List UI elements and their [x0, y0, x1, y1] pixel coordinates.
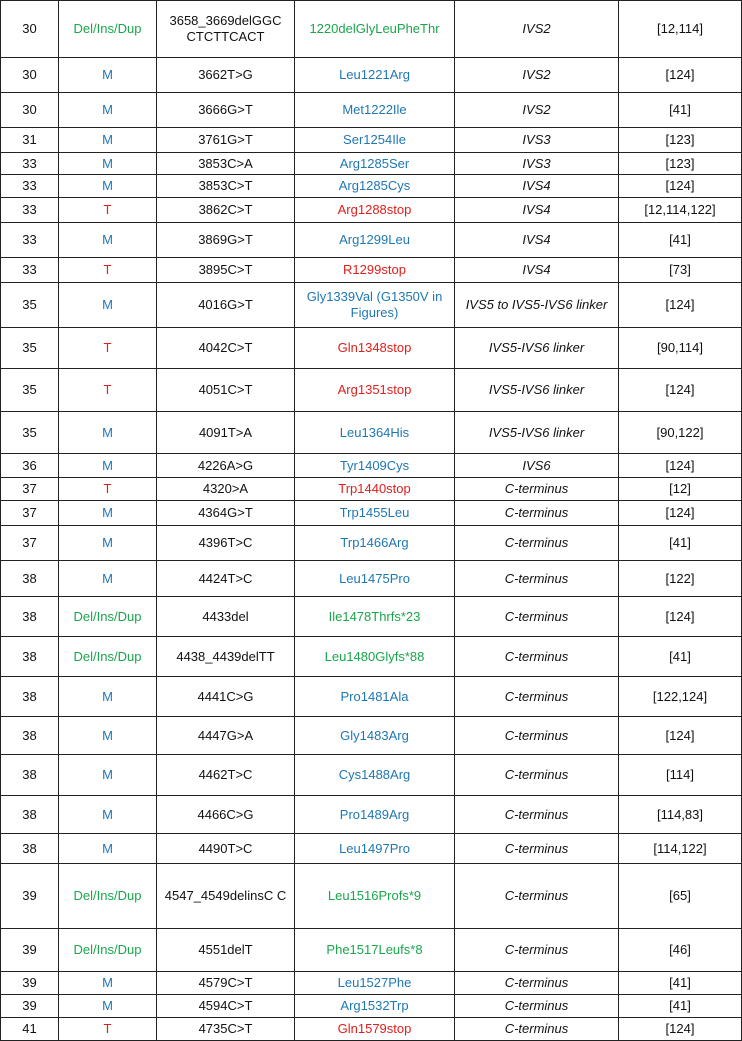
- protein-location-cell: C-terminus: [455, 1018, 619, 1041]
- protein-change-cell: Arg1285Cys: [295, 175, 455, 198]
- protein-change-cell: Gln1579stop: [295, 1018, 455, 1041]
- nucleotide-change-cell: 3658_3669delGGC CTCTTCACT: [157, 1, 295, 58]
- reference-cell: [123]: [619, 128, 742, 153]
- mutation-type-cell: M: [59, 283, 157, 328]
- exon-cell: 37: [1, 478, 59, 501]
- mutation-type-cell: T: [59, 328, 157, 369]
- protein-change-cell: Tyr1409Cys: [295, 454, 455, 478]
- exon-cell: 39: [1, 864, 59, 929]
- protein-change-cell: Leu1497Pro: [295, 834, 455, 864]
- exon-cell: 41: [1, 1018, 59, 1041]
- protein-location-cell: C-terminus: [455, 972, 619, 995]
- table-row: [1, 93, 742, 128]
- reference-cell: [124]: [619, 501, 742, 526]
- nucleotide-change-cell: 4579C>T: [157, 972, 295, 995]
- reference-cell: [12]: [619, 478, 742, 501]
- protein-change-cell: Leu1364His: [295, 412, 455, 454]
- reference-cell: [41]: [619, 223, 742, 258]
- exon-cell: 38: [1, 561, 59, 597]
- protein-location-cell: C-terminus: [455, 677, 619, 717]
- nucleotide-change-cell: 4551delT: [157, 929, 295, 972]
- table-row: [1, 223, 742, 258]
- table-row: [1, 175, 742, 198]
- table-row: [1, 929, 742, 972]
- reference-cell: [12,114,122]: [619, 198, 742, 223]
- protein-change-cell: Met1222Ile: [295, 93, 455, 128]
- exon-cell: 38: [1, 637, 59, 677]
- protein-change-cell: Gly1483Arg: [295, 717, 455, 755]
- mutation-type-cell: Del/Ins/Dup: [59, 637, 157, 677]
- nucleotide-change-cell: 4447G>A: [157, 717, 295, 755]
- protein-change-cell: Leu1475Pro: [295, 561, 455, 597]
- nucleotide-change-cell: 4320>A: [157, 478, 295, 501]
- protein-change-cell: Arg1285Ser: [295, 153, 455, 175]
- protein-change-cell: Ser1254Ile: [295, 128, 455, 153]
- reference-cell: [124]: [619, 58, 742, 93]
- exon-cell: 30: [1, 58, 59, 93]
- mutation-type-cell: M: [59, 153, 157, 175]
- reference-cell: [124]: [619, 175, 742, 198]
- reference-cell: [124]: [619, 717, 742, 755]
- table-row: [1, 369, 742, 412]
- protein-change-cell: Leu1221Arg: [295, 58, 455, 93]
- nucleotide-change-cell: 4594C>T: [157, 995, 295, 1018]
- exon-cell: 37: [1, 501, 59, 526]
- table-row: [1, 1018, 742, 1041]
- exon-cell: 38: [1, 834, 59, 864]
- nucleotide-change-cell: 4735C>T: [157, 1018, 295, 1041]
- table-row: [1, 454, 742, 478]
- mutation-type-cell: M: [59, 501, 157, 526]
- exon-cell: 30: [1, 1, 59, 58]
- table-row: [1, 258, 742, 283]
- reference-cell: [122]: [619, 561, 742, 597]
- exon-cell: 38: [1, 796, 59, 834]
- table-row: [1, 1, 742, 58]
- table-row: [1, 995, 742, 1018]
- reference-cell: [90,122]: [619, 412, 742, 454]
- exon-cell: 35: [1, 412, 59, 454]
- mutation-type-cell: M: [59, 796, 157, 834]
- protein-location-cell: IVS2: [455, 58, 619, 93]
- reference-cell: [73]: [619, 258, 742, 283]
- exon-cell: 31: [1, 128, 59, 153]
- table-row: [1, 412, 742, 454]
- nucleotide-change-cell: 3895C>T: [157, 258, 295, 283]
- table-row: [1, 637, 742, 677]
- protein-location-cell: C-terminus: [455, 717, 619, 755]
- mutation-type-cell: M: [59, 454, 157, 478]
- nucleotide-change-cell: 4424T>C: [157, 561, 295, 597]
- nucleotide-change-cell: 4016G>T: [157, 283, 295, 328]
- table-row: [1, 796, 742, 834]
- protein-change-cell: Leu1516Profs*9: [295, 864, 455, 929]
- protein-change-cell: Trp1466Arg: [295, 526, 455, 561]
- protein-change-cell: Pro1489Arg: [295, 796, 455, 834]
- protein-change-cell: Arg1299Leu: [295, 223, 455, 258]
- nucleotide-change-cell: 3761G>T: [157, 128, 295, 153]
- mutation-type-cell: M: [59, 995, 157, 1018]
- nucleotide-change-cell: 3666G>T: [157, 93, 295, 128]
- mutation-type-cell: Del/Ins/Dup: [59, 1, 157, 58]
- exon-cell: 38: [1, 677, 59, 717]
- reference-cell: [114,122]: [619, 834, 742, 864]
- reference-cell: [124]: [619, 283, 742, 328]
- protein-location-cell: IVS4: [455, 175, 619, 198]
- nucleotide-change-cell: 4441C>G: [157, 677, 295, 717]
- mutation-type-cell: M: [59, 834, 157, 864]
- exon-cell: 33: [1, 175, 59, 198]
- protein-location-cell: IVS4: [455, 198, 619, 223]
- exon-cell: 33: [1, 223, 59, 258]
- mutation-type-cell: M: [59, 128, 157, 153]
- protein-location-cell: IVS5 to IVS5-IVS6 linker: [455, 283, 619, 328]
- protein-location-cell: C-terminus: [455, 478, 619, 501]
- mutation-type-cell: M: [59, 561, 157, 597]
- exon-cell: 39: [1, 972, 59, 995]
- table-row: [1, 597, 742, 637]
- nucleotide-change-cell: 3853C>T: [157, 175, 295, 198]
- protein-location-cell: C-terminus: [455, 929, 619, 972]
- nucleotide-change-cell: 4438_4439delTT: [157, 637, 295, 677]
- table-row: [1, 864, 742, 929]
- protein-change-cell: Cys1488Arg: [295, 755, 455, 796]
- nucleotide-change-cell: 4091T>A: [157, 412, 295, 454]
- nucleotide-change-cell: 3869G>T: [157, 223, 295, 258]
- table-row: [1, 834, 742, 864]
- protein-change-cell: Trp1455Leu: [295, 501, 455, 526]
- exon-cell: 38: [1, 755, 59, 796]
- mutation-type-cell: M: [59, 58, 157, 93]
- mutation-type-cell: M: [59, 717, 157, 755]
- table-row: [1, 478, 742, 501]
- protein-location-cell: C-terminus: [455, 501, 619, 526]
- protein-change-cell: 1220delGlyLeuPheThr: [295, 1, 455, 58]
- exon-cell: 35: [1, 283, 59, 328]
- table-row: [1, 153, 742, 175]
- reference-cell: [124]: [619, 454, 742, 478]
- reference-cell: [124]: [619, 597, 742, 637]
- reference-cell: [124]: [619, 369, 742, 412]
- protein-location-cell: IVS4: [455, 223, 619, 258]
- reference-cell: [46]: [619, 929, 742, 972]
- exon-cell: 38: [1, 597, 59, 637]
- table-row: [1, 198, 742, 223]
- nucleotide-change-cell: 4051C>T: [157, 369, 295, 412]
- reference-cell: [41]: [619, 995, 742, 1018]
- table-row: [1, 972, 742, 995]
- protein-change-cell: Trp1440stop: [295, 478, 455, 501]
- protein-change-cell: Phe1517Leufs*8: [295, 929, 455, 972]
- table-body: [1, 1, 742, 1041]
- nucleotide-change-cell: 4042C>T: [157, 328, 295, 369]
- protein-location-cell: IVS3: [455, 153, 619, 175]
- protein-location-cell: IVS6: [455, 454, 619, 478]
- reference-cell: [122,124]: [619, 677, 742, 717]
- mutation-type-cell: T: [59, 258, 157, 283]
- protein-change-cell: Leu1527Phe: [295, 972, 455, 995]
- nucleotide-change-cell: 4364G>T: [157, 501, 295, 526]
- protein-change-cell: Leu1480Glyfs*88: [295, 637, 455, 677]
- protein-location-cell: C-terminus: [455, 995, 619, 1018]
- exon-cell: 38: [1, 717, 59, 755]
- protein-location-cell: IVS3: [455, 128, 619, 153]
- exon-cell: 33: [1, 153, 59, 175]
- mutation-type-cell: M: [59, 175, 157, 198]
- mutation-type-cell: Del/Ins/Dup: [59, 864, 157, 929]
- protein-location-cell: C-terminus: [455, 526, 619, 561]
- table-row: [1, 128, 742, 153]
- reference-cell: [41]: [619, 93, 742, 128]
- exon-cell: 33: [1, 258, 59, 283]
- reference-cell: [124]: [619, 1018, 742, 1041]
- exon-cell: 30: [1, 93, 59, 128]
- exon-cell: 37: [1, 526, 59, 561]
- table-row: [1, 526, 742, 561]
- reference-cell: [41]: [619, 526, 742, 561]
- table-row: [1, 501, 742, 526]
- protein-location-cell: IVS5-IVS6 linker: [455, 328, 619, 369]
- protein-change-cell: Arg1532Trp: [295, 995, 455, 1018]
- table-row: [1, 677, 742, 717]
- exon-cell: 35: [1, 369, 59, 412]
- protein-change-cell: Pro1481Ala: [295, 677, 455, 717]
- mutation-type-cell: M: [59, 93, 157, 128]
- nucleotide-change-cell: 4226A>G: [157, 454, 295, 478]
- nucleotide-change-cell: 4490T>C: [157, 834, 295, 864]
- protein-location-cell: C-terminus: [455, 561, 619, 597]
- protein-change-cell: Gln1348stop: [295, 328, 455, 369]
- nucleotide-change-cell: 3662T>G: [157, 58, 295, 93]
- nucleotide-change-cell: 4466C>G: [157, 796, 295, 834]
- mutation-type-cell: M: [59, 526, 157, 561]
- mutation-type-cell: Del/Ins/Dup: [59, 929, 157, 972]
- mutation-type-cell: M: [59, 972, 157, 995]
- nucleotide-change-cell: 4396T>C: [157, 526, 295, 561]
- protein-change-cell: Arg1351stop: [295, 369, 455, 412]
- mutation-type-cell: M: [59, 223, 157, 258]
- table-row: [1, 561, 742, 597]
- reference-cell: [114,83]: [619, 796, 742, 834]
- nucleotide-change-cell: 3862C>T: [157, 198, 295, 223]
- exon-cell: 39: [1, 995, 59, 1018]
- nucleotide-change-cell: 4547_4549delinsC C: [157, 864, 295, 929]
- reference-cell: [12,114]: [619, 1, 742, 58]
- mutation-type-cell: M: [59, 755, 157, 796]
- reference-cell: [41]: [619, 972, 742, 995]
- reference-cell: [114]: [619, 755, 742, 796]
- protein-location-cell: C-terminus: [455, 864, 619, 929]
- exon-cell: 33: [1, 198, 59, 223]
- protein-location-cell: IVS5-IVS6 linker: [455, 412, 619, 454]
- protein-change-cell: R1299stop: [295, 258, 455, 283]
- exon-cell: 39: [1, 929, 59, 972]
- mutation-type-cell: T: [59, 1018, 157, 1041]
- nucleotide-change-cell: 4462T>C: [157, 755, 295, 796]
- exon-cell: 36: [1, 454, 59, 478]
- protein-location-cell: C-terminus: [455, 834, 619, 864]
- mutation-type-cell: M: [59, 412, 157, 454]
- protein-location-cell: IVS2: [455, 93, 619, 128]
- table-row: [1, 717, 742, 755]
- mutation-type-cell: T: [59, 478, 157, 501]
- protein-location-cell: C-terminus: [455, 597, 619, 637]
- mutation-type-cell: M: [59, 677, 157, 717]
- exon-cell: 35: [1, 328, 59, 369]
- protein-location-cell: C-terminus: [455, 637, 619, 677]
- mutation-type-cell: T: [59, 369, 157, 412]
- nucleotide-change-cell: 3853C>A: [157, 153, 295, 175]
- reference-cell: [41]: [619, 637, 742, 677]
- table-row: [1, 283, 742, 328]
- protein-change-cell: Ile1478Thrfs*23: [295, 597, 455, 637]
- table-row: [1, 328, 742, 369]
- reference-cell: [123]: [619, 153, 742, 175]
- reference-cell: [65]: [619, 864, 742, 929]
- mutation-type-cell: Del/Ins/Dup: [59, 597, 157, 637]
- reference-cell: [90,114]: [619, 328, 742, 369]
- protein-location-cell: IVS5-IVS6 linker: [455, 369, 619, 412]
- protein-location-cell: C-terminus: [455, 796, 619, 834]
- table-row: [1, 58, 742, 93]
- mutation-type-cell: T: [59, 198, 157, 223]
- protein-location-cell: C-terminus: [455, 755, 619, 796]
- nucleotide-change-cell: 4433del: [157, 597, 295, 637]
- protein-location-cell: IVS2: [455, 1, 619, 58]
- protein-location-cell: IVS4: [455, 258, 619, 283]
- protein-change-cell: Gly1339Val (G1350V in Figures): [295, 283, 455, 328]
- table-row: [1, 755, 742, 796]
- protein-change-cell: Arg1288stop: [295, 198, 455, 223]
